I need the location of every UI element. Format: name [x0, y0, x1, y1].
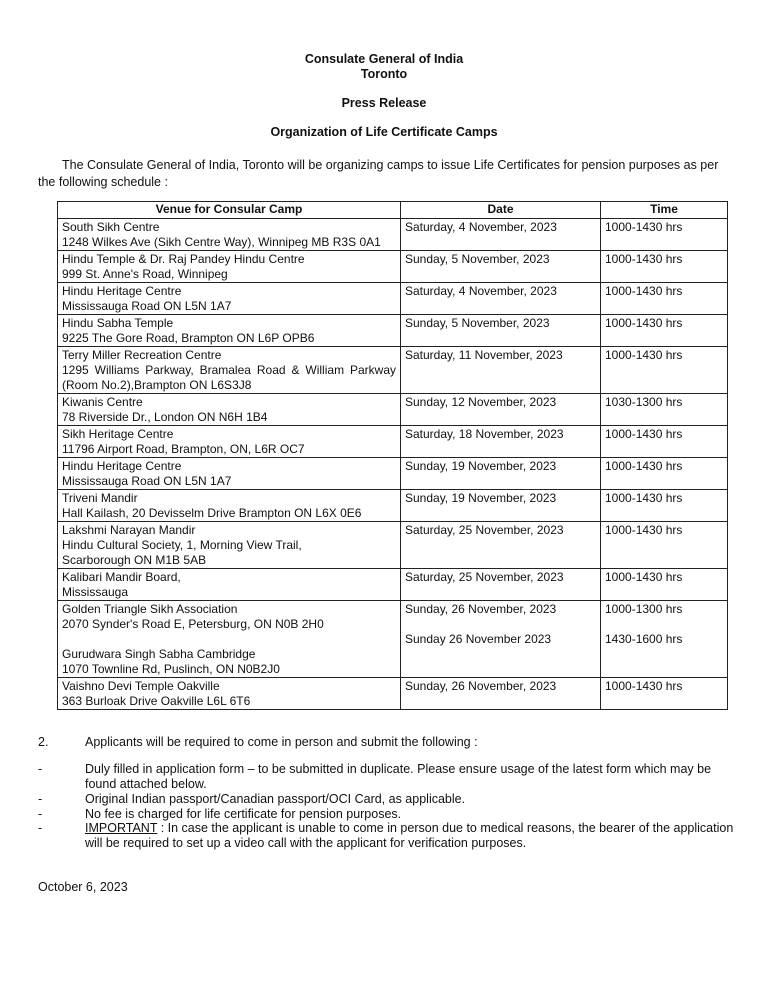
bullet-text: Duly filled in application form – to be submitted in duplicate. Please ensure usage of the latest form which may be found attached below.	[85, 762, 712, 791]
time-cell: 1000-1430 hrs	[601, 283, 728, 315]
table-row	[58, 251, 728, 283]
date-cell: Sunday, 26 November, 2023 Sunday 26 November 2023	[401, 601, 601, 678]
table-row	[58, 522, 728, 569]
venue-cell: Vaishno Devi Temple Oakville 363 Burloak Drive Oakville L6L 6T6	[58, 678, 401, 710]
document-date: October 6, 2023	[38, 880, 128, 894]
doc-subject: Organization of Life Certificate Camps	[270, 125, 498, 139]
section-number: 2.	[38, 735, 49, 749]
date-cell: Sunday, 19 November, 2023	[401, 458, 601, 490]
venue-cell: Hindu Sabha Temple 9225 The Gore Road, Brampton ON L6P OPB6	[58, 315, 401, 347]
date-cell: Sunday, 12 November, 2023	[401, 394, 601, 426]
doc-type: Press Release	[341, 96, 427, 110]
time-cell: 1000-1430 hrs	[601, 678, 728, 710]
venue-header: Venue for Consular Camp	[58, 202, 401, 219]
bullet-dash: -	[38, 762, 43, 776]
bullet-dash: -	[38, 821, 43, 835]
time-cell: 1000-1430 hrs	[601, 490, 728, 522]
date-cell: Sunday, 19 November, 2023	[401, 490, 601, 522]
date-cell: Sunday, 5 November, 2023	[401, 251, 601, 283]
important-note	[85, 821, 745, 851]
venue-cell: Triveni Mandir Hall Kailash, 20 Devisselm Drive Brampton ON L6X 0E6	[58, 490, 401, 522]
org-city: Toronto	[360, 67, 408, 81]
venue-cell: Kiwanis Centre 78 Riverside Dr., London ON N6H 1B4	[58, 394, 401, 426]
date-cell: Sunday, 26 November, 2023	[401, 678, 601, 710]
date-cell: Saturday, 4 November, 2023	[401, 219, 601, 251]
time-cell: 1000-1430 hrs	[601, 315, 728, 347]
date-cell: Saturday, 25 November, 2023	[401, 522, 601, 569]
date-cell: Saturday, 18 November, 2023	[401, 426, 601, 458]
date-cell: Saturday, 4 November, 2023	[401, 283, 601, 315]
venue-cell: Hindu Heritage Centre Mississauga Road ON L5N 1A7	[58, 283, 401, 315]
bullet-text: No fee is charged for life certificate for pension purposes.	[85, 807, 402, 821]
table-row	[58, 283, 728, 315]
venue-cell: Terry Miller Recreation Centre 1295 Williams Parkway, Bramalea Road & William Parkway (Room No.2),Brampton ON L6S3J8	[58, 347, 401, 394]
venue-cell: Kalibari Mandir Board, Mississauga	[58, 569, 401, 601]
date-cell: Saturday, 25 November, 2023	[401, 569, 601, 601]
time-cell: 1030-1300 hrs	[601, 394, 728, 426]
time-cell: 1000-1300 hrs 1430-1600 hrs	[601, 601, 728, 678]
table-row	[58, 490, 728, 522]
time-header: Time	[601, 202, 728, 219]
time-cell: 1000-1430 hrs	[601, 347, 728, 394]
intro-paragraph: The Consulate General of India, Toronto will be organizing camps to issue Life Certificates for pension purposes as per the following schedule :	[38, 158, 719, 189]
table-header-row	[58, 202, 728, 219]
table-row	[58, 678, 728, 710]
venue-cell: Hindu Heritage Centre Mississauga Road ON L5N 1A7	[58, 458, 401, 490]
table-row	[58, 315, 728, 347]
date-cell: Sunday, 5 November, 2023	[401, 315, 601, 347]
time-cell: 1000-1430 hrs	[601, 426, 728, 458]
table-row	[58, 219, 728, 251]
important-text: : In case the applicant is unable to come in person due to medical reasons, the bearer of the application will be required to set up a video call with the applicant for verification purposes.	[85, 821, 734, 850]
table-row	[58, 394, 728, 426]
time-cell: 1000-1430 hrs	[601, 251, 728, 283]
section-text: Applicants will be required to come in person and submit the following :	[85, 735, 478, 749]
date-cell: Saturday, 11 November, 2023	[401, 347, 601, 394]
table-row	[58, 347, 728, 394]
camp-schedule-table	[57, 201, 728, 710]
table-row	[58, 426, 728, 458]
table-row	[58, 458, 728, 490]
venue-cell: Lakshmi Narayan Mandir Hindu Cultural Society, 1, Morning View Trail, Scarborough ON M1B 5AB	[58, 522, 401, 569]
bullet-dash: -	[38, 807, 43, 821]
venue-cell: South Sikh Centre 1248 Wilkes Ave (Sikh Centre Way), Winnipeg MB R3S 0A1	[58, 219, 401, 251]
time-cell: 1000-1430 hrs	[601, 219, 728, 251]
venue-cell: Hindu Temple & Dr. Raj Pandey Hindu Centre 999 St. Anne's Road, Winnipeg	[58, 251, 401, 283]
bullet-dash: -	[38, 792, 43, 806]
date-header: Date	[401, 202, 601, 219]
time-cell: 1000-1430 hrs	[601, 569, 728, 601]
time-cell: 1000-1430 hrs	[601, 458, 728, 490]
table-row	[58, 569, 728, 601]
venue-cell: Sikh Heritage Centre 11796 Airport Road, Brampton, ON, L6R OC7	[58, 426, 401, 458]
time-cell: 1000-1430 hrs	[601, 522, 728, 569]
org-name: Consulate General of India	[304, 52, 464, 66]
venue-cell: Golden Triangle Sikh Association 2070 Synder's Road E, Petersburg, ON N0B 2H0 Gurudwara Singh Sabha Cambridge 1070 Townline Rd, Puslinch, ON N0B2J0	[58, 601, 401, 678]
important-label: IMPORTANT	[85, 821, 158, 835]
bullet-text: Original Indian passport/Canadian passport/OCI Card, as applicable.	[85, 792, 466, 806]
table-row	[58, 601, 728, 678]
